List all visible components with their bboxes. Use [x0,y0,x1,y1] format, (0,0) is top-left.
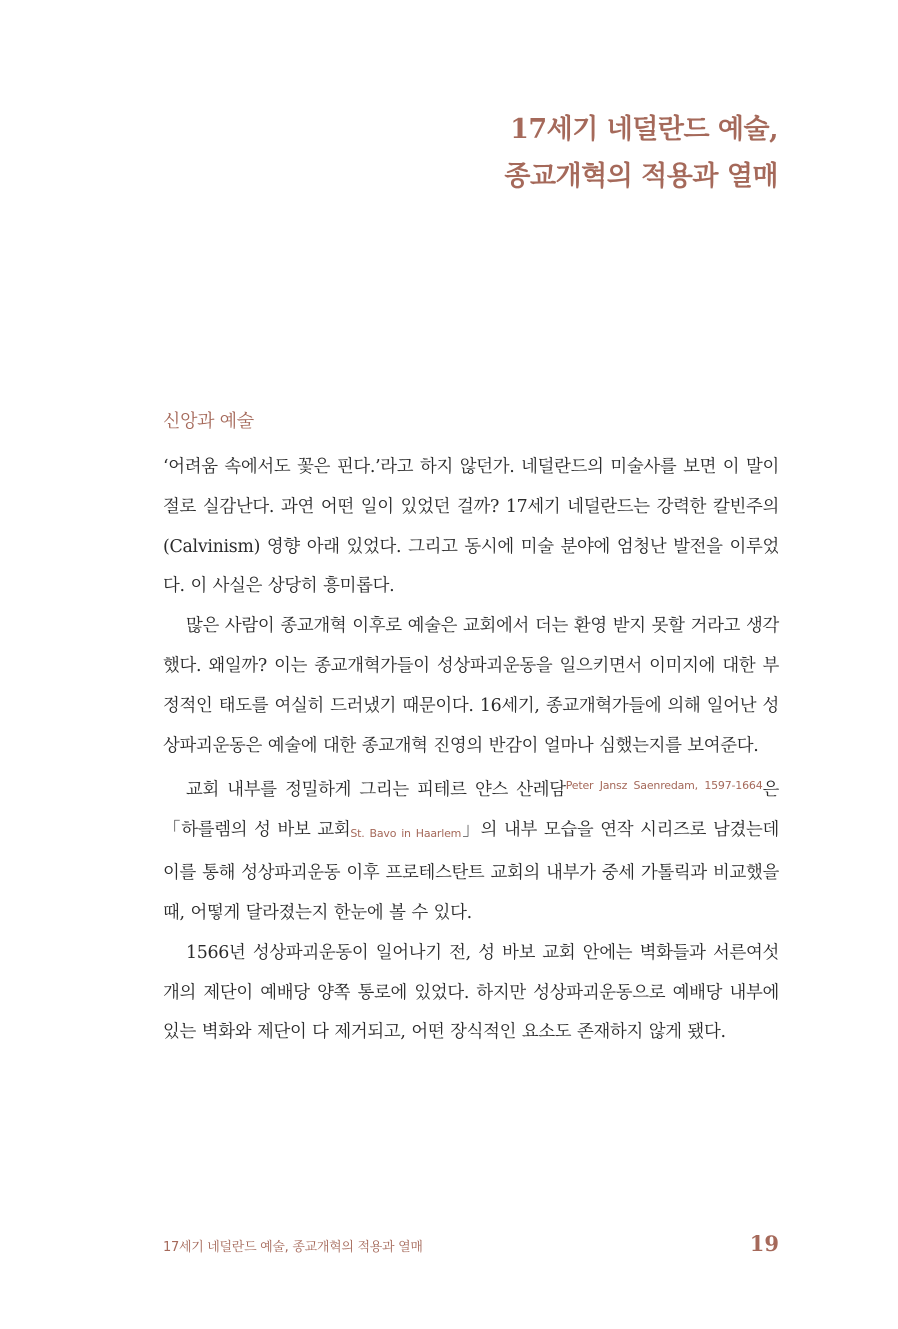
paragraph-3 [163,766,779,933]
paragraph-1: ‘어려움 속에서도 꽃은 핀다.’라고 하지 않던가. 네덜란드의 미술사를 보면 이 말이 절로 실감난다. 과연 어떤 일이 있었던 걸까? 17세기 네덜란드는 강력한 칼빈주의(Calvinism) 영향 아래 있었다. 그리고 동시에 미술 분야에 엄청난 발전을 이루었다. 이 사실은 상당히 흥미롭다. [163,457,779,597]
paragraph-2: 많은 사람이 종교개혁 이후로 예술은 교회에서 더는 환영 받지 못할 거라고 생각했다. 왜일까? 이는 종교개혁가들이 성상파괴운동을 일으키면서 이미지에 대한 부정적인 태도를 여실히 드러냈기 때문이다. 16세기, 종교개혁가들에 의해 일어난 성상파괴운동은 예술에 대한 종교개혁 진영의 반감이 얼마나 심했는지를 보여준다. [163,616,779,756]
chapter-title-line-1: 17세기 네덜란드 예술, [510,114,778,145]
artwork-title-annotation: St. Bavo in Haarlem [350,827,462,841]
body-text [163,448,779,1053]
paragraph-3-text-b: 은 「하를렘의 성 바보 교회 [163,780,779,841]
footer-running-title: 17세기 네덜란드 예술, 종교개혁의 적용과 열매 [163,1240,423,1255]
page-number: 19 [749,1231,779,1256]
painter-name-annotation: Peter Jansz Saenredam, 1597-1664 [565,779,763,793]
chapter-title [504,106,778,200]
paragraph-3-text-c: 」의 내부 모습을 연작 시리즈로 남겼는데 이를 통해 성상파괴운동 이후 프로테스탄트 교회의 내부가 중세 가톨릭과 비교했을 때, 어떻게 달라졌는지 한눈에 볼 수 있다. [163,820,779,923]
paragraph-4: 1566년 성상파괴운동이 일어나기 전, 성 바보 교회 안에는 벽화들과 서른여섯 개의 제단이 예배당 양쪽 통로에 있었다. 하지만 성상파괴운동으로 예배당 내부에 있는 벽화와 제단이 다 제거되고, 어떤 장식적인 요소도 존재하지 않게 됐다. [163,942,779,1043]
section-heading: 신앙과 예술 [163,411,254,432]
chapter-title-line-2: 종교개혁의 적용과 열매 [504,161,778,192]
paragraph-3-text-a: 교회 내부를 정밀하게 그리는 피테르 얀스 산레담 [186,780,566,801]
